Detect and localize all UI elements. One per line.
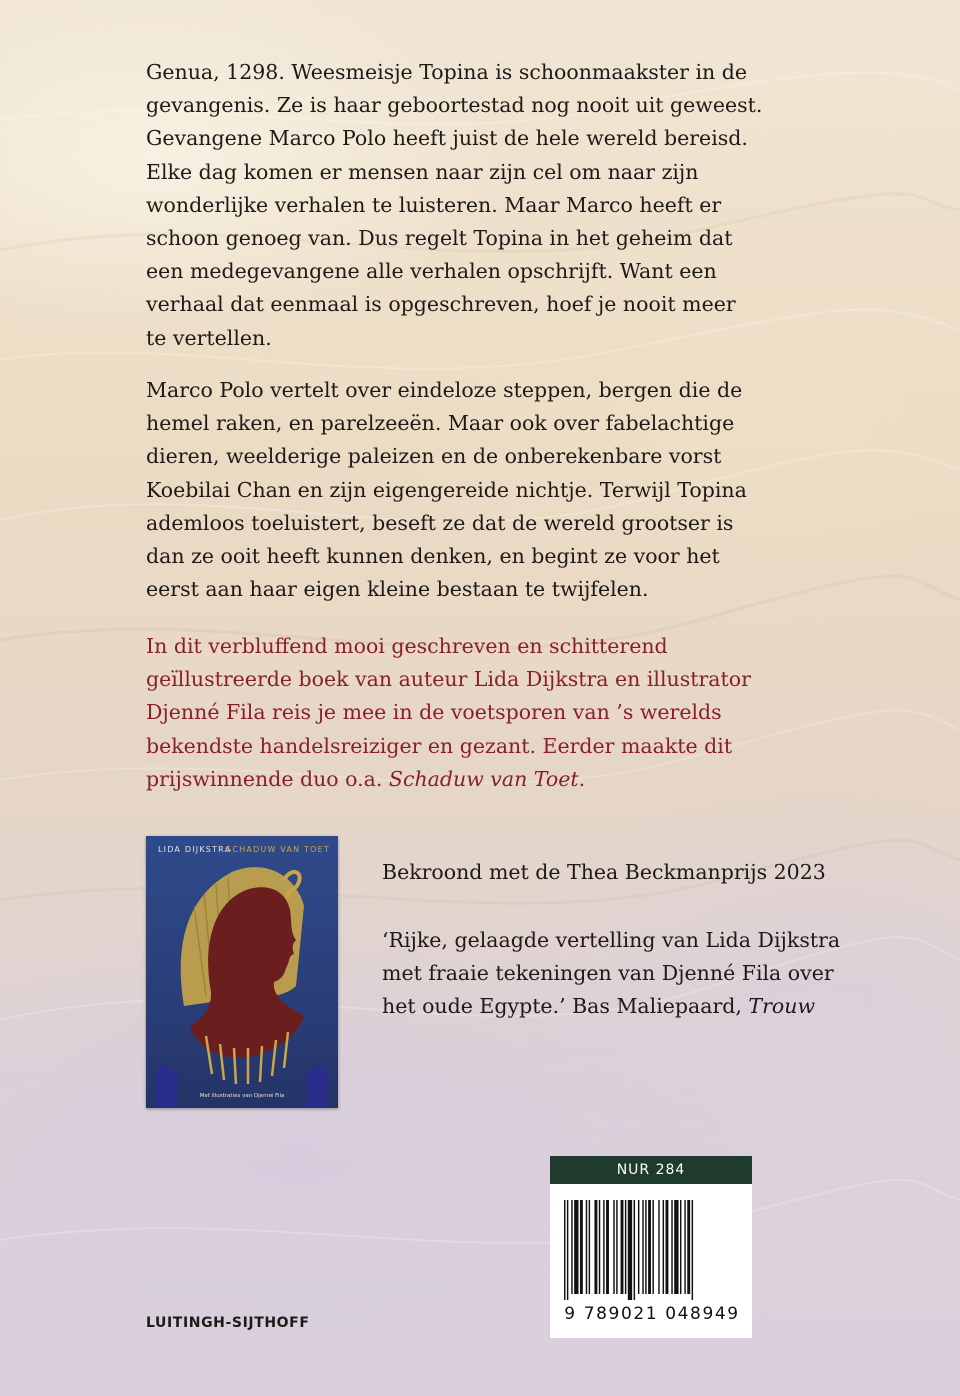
- text-line: een medegevangene alle verhalen opschrijft. Want een: [146, 259, 717, 284]
- barcode-panel: [550, 1156, 752, 1338]
- barcode-bar: [574, 1200, 578, 1294]
- book-title-italic: Schaduw van Toet: [388, 766, 579, 791]
- text-line: gevangenis. Ze is haar geboortestad nog nooit uit geweest.: [146, 93, 763, 118]
- barcode-bar: [625, 1200, 626, 1294]
- barcode-bar: [606, 1200, 609, 1294]
- book-cover-image: [146, 836, 338, 1108]
- text-segment: .: [578, 766, 586, 791]
- barcode-bar: [684, 1200, 685, 1294]
- barcode-bar: [594, 1200, 597, 1294]
- text-line: Marco Polo vertelt over eindeloze steppen, bergen die de: [146, 378, 743, 402]
- barcode-bar: [564, 1200, 565, 1300]
- text-line: ‘Rijke, gelaagde vertelling van Lida Dijkstra: [382, 928, 841, 952]
- barcode-bar: [580, 1200, 583, 1294]
- text-line: hemel raken, en parelzeeën. Maar ook over fabelachtige: [146, 411, 735, 436]
- award-text: Bekroond met de Thea Beckmanprijs 2023: [382, 860, 826, 884]
- text-line: Gevangene Marco Polo heeft juist de hele wereld bereisd.: [146, 126, 748, 151]
- barcode-bar: [599, 1200, 600, 1294]
- cover-illustration: [146, 836, 338, 1108]
- text-line: Elke dag komen er mensen naar zijn cel om naar zijn: [146, 159, 699, 184]
- barcode-bar: [628, 1200, 632, 1300]
- text-segment: het oude Egypte.’ Bas Maliepaard,: [382, 994, 749, 1019]
- text-line: Koebilai Chan en zijn eigengereide nichtje. Terwijl Topina: [146, 477, 747, 502]
- text-line: [382, 990, 852, 1023]
- barcode-bar: [621, 1200, 624, 1294]
- barcode-bar: [589, 1200, 590, 1294]
- text-line: eerst aan haar eigen kleine bestaan te twijfelen.: [146, 577, 649, 602]
- barcode-bar: [680, 1200, 681, 1294]
- text-line: Djenné Fila reis je mee in de voetsporen van ’s werelds: [146, 700, 722, 725]
- cover-author: LIDA DIJKSTRA: [158, 845, 232, 854]
- text-line: schoon genoeg van. Dus regelt Topina in het geheim dat: [146, 226, 733, 251]
- synopsis-paragraph-2: [146, 374, 846, 606]
- text-line: dan ze ooit heeft kunnen denken, en begint ze voor het: [146, 544, 720, 569]
- barcode-bar: [652, 1200, 653, 1294]
- barcode-bar: [658, 1200, 659, 1294]
- barcode-bar: [616, 1200, 617, 1294]
- barcode-bar: [663, 1200, 664, 1294]
- text-line: wonderlijke verhalen te luisteren. Maar Marco heeft er: [146, 192, 722, 217]
- text-line: bekendste handelsreiziger en gezant. Eerder maakte dit: [146, 733, 733, 758]
- barcode-bar: [666, 1200, 669, 1294]
- text-line: verhaal dat eenmaal is opgeschreven, hoef je nooit meer: [146, 292, 736, 317]
- barcode-bar: [634, 1200, 635, 1300]
- text-line: Genua, 1298. Weesmeisje Topina is schoonmaakster in de: [146, 60, 747, 84]
- barcode-bar: [567, 1200, 568, 1300]
- publisher-logo: LUITINGH-SIJTHOFF: [146, 1315, 310, 1331]
- barcode-bar: [571, 1200, 572, 1294]
- text-line: ademloos toeluistert, beseft ze dat de wereld grootser is: [146, 510, 734, 535]
- synopsis-paragraph-1: [146, 56, 846, 355]
- source-italic: Trouw: [748, 994, 815, 1019]
- barcode-bar: [648, 1200, 651, 1294]
- barcode-bar: [692, 1200, 693, 1300]
- barcode-bar: [586, 1200, 587, 1294]
- cover-title: SCHADUW VAN TOET: [226, 845, 330, 854]
- barcode-bar: [687, 1200, 690, 1294]
- text-segment: prijswinnende duo o.a.: [146, 766, 389, 791]
- barcode-bar: [671, 1200, 672, 1294]
- text-line: met fraaie tekeningen van Djenné Fila over: [382, 961, 834, 986]
- text-line: dieren, weelderige paleizen en de onberekenbare vorst: [146, 444, 722, 469]
- barcode-bar: [613, 1200, 614, 1294]
- cover-credit: Met illustraties van Djenné Fila: [199, 1093, 285, 1099]
- barcode-bar: [674, 1200, 678, 1294]
- isbn-number: 9 789021 048949: [564, 1304, 740, 1324]
- barcode-icon: [564, 1200, 738, 1300]
- barcode-bar: [638, 1200, 639, 1294]
- promo-paragraph: [146, 630, 846, 796]
- barcode-bar: [645, 1200, 646, 1294]
- barcode-bar: [642, 1200, 643, 1294]
- text-line: [146, 763, 846, 796]
- text-line: In dit verbluffend mooi geschreven en schitterend: [146, 634, 668, 658]
- text-line: te vertellen.: [146, 325, 272, 350]
- nur-label: NUR 284: [550, 1156, 752, 1184]
- review-quote: [382, 924, 852, 1024]
- barcode-bar: [603, 1200, 604, 1294]
- text-line: geïllustreerde boek van auteur Lida Dijkstra en illustrator: [146, 667, 751, 692]
